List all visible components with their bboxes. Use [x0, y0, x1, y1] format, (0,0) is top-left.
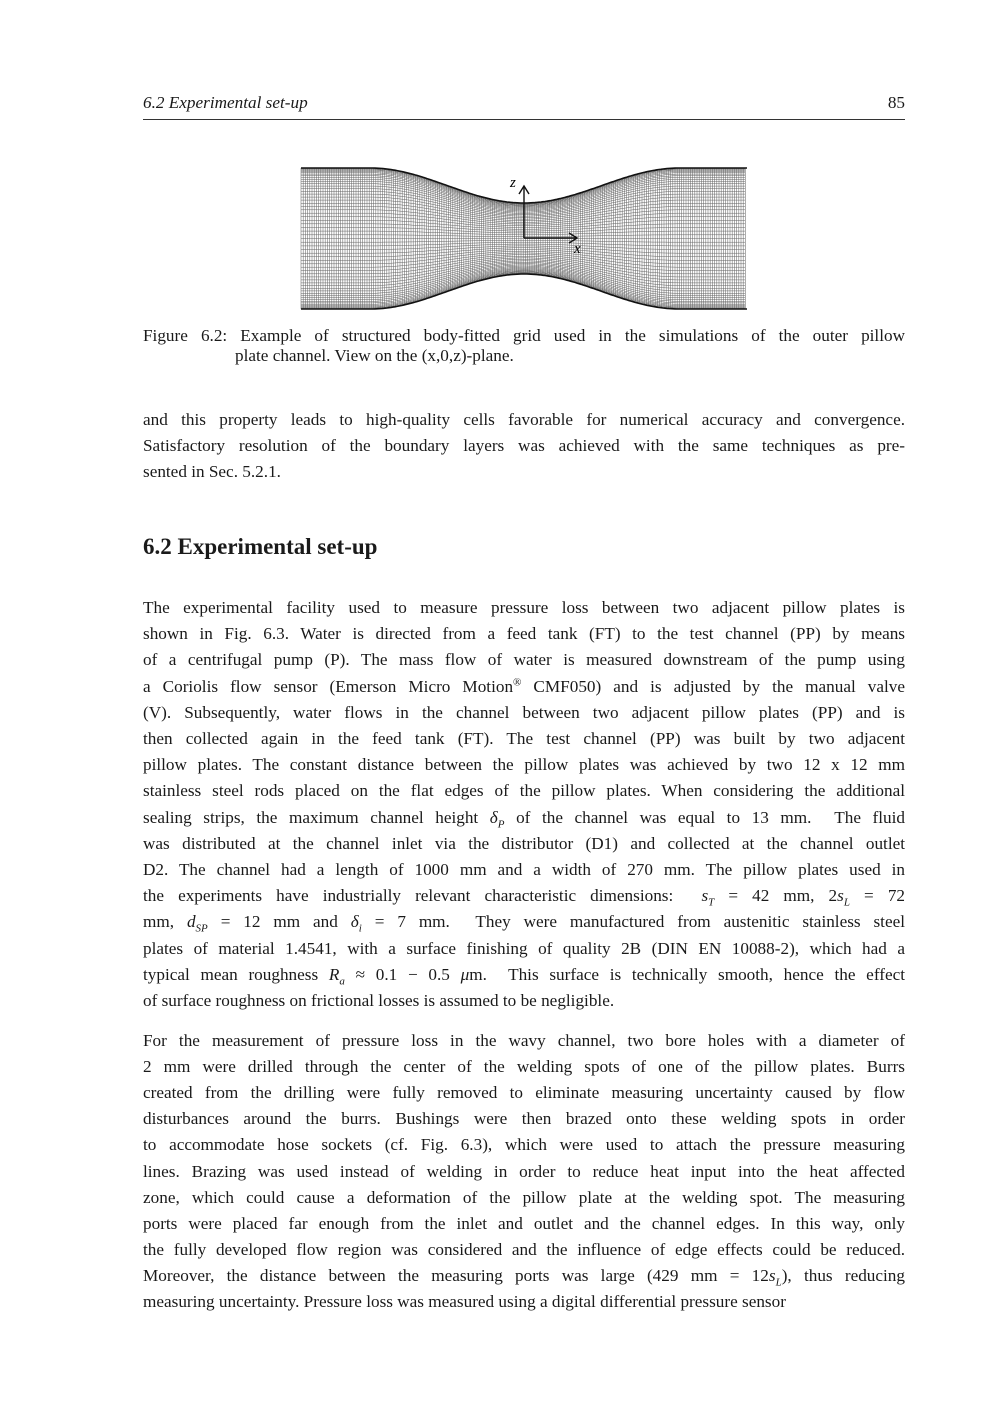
text-line: The experimental facility used to measure pressure loss between two adjacent pillow plates is	[143, 598, 905, 617]
page-number: 85	[887, 93, 905, 112]
text-segment: m. This surface is technically smooth, hence the effect	[469, 964, 905, 984]
text-line: and this property leads to high-quality cells favorable for numerical accuracy and convergence.	[143, 410, 905, 429]
section-heading: 6.2 Experimental set-up	[143, 534, 378, 559]
text-segment: L	[775, 1276, 782, 1289]
text-line: disturbances around the burrs. Bushings were then brazed onto these welding spots in order	[143, 1109, 905, 1129]
figure-caption	[143, 326, 905, 366]
text-segment: P	[497, 818, 505, 831]
text-line: created from the drilling were fully removed to eliminate measuring uncertainty caused by flow	[143, 1083, 905, 1103]
text-segment: SP	[195, 922, 208, 935]
text-segment: s	[768, 1265, 776, 1285]
text-segment: L	[843, 896, 850, 909]
text-segment: = 7 mm. They were manufactured from austenitic stainless steel	[361, 912, 905, 932]
text-segment: = 12 mm and	[207, 912, 351, 932]
text-segment: CMF050) and is adjusted by the manual valve	[521, 676, 905, 696]
text-segment: s	[701, 886, 709, 906]
text-line: zone, which could cause a deformation of the pillow plate at the welding spot. The measuring	[143, 1187, 905, 1207]
text-line	[143, 1265, 905, 1287]
text-line: (V). Subsequently, water flows in the channel between two adjacent pillow plates (PP) and is	[143, 702, 905, 722]
text-line: was distributed at the channel inlet via the distributor (D1) and collected at the channel outlet	[143, 833, 905, 853]
x-axis-label: x	[574, 241, 581, 257]
text-segment: R	[328, 964, 340, 984]
text-line: 2 mm were drilled through the center of the welding spots of one of the pillow plates. Burrs	[143, 1057, 905, 1077]
text-line: ports were placed far enough from the inlet and outlet and the channel edges. In this way, only	[143, 1213, 905, 1233]
z-axis-label: z	[510, 175, 516, 191]
text-segment: typical mean roughness	[143, 964, 329, 984]
text-line: sented in Sec. 5.2.1.	[143, 462, 281, 482]
text-line: the fully developed flow region was considered and the influence of edge effects could be reduced.	[143, 1239, 905, 1259]
text-segment: of the channel was equal to 13 mm. The fluid	[504, 807, 906, 827]
text-segment: sealing strips, the maximum channel height	[143, 807, 490, 827]
text-line: of a centrifugal pump (P). The mass flow of water is measured downstream of the pump using	[143, 650, 905, 670]
text-line: D2. The channel had a length of 1000 mm and a width of 270 mm. The pillow plates used in	[143, 860, 905, 879]
text-line: measuring uncertainty. Pressure loss was measured using a digital differential pressure sensor	[143, 1292, 786, 1311]
text-segment: = 42 mm, 2	[714, 886, 838, 906]
text-segment: δ	[350, 912, 359, 932]
text-line: of surface roughness on frictional losses is assumed to be negligible.	[143, 991, 615, 1010]
text-line	[143, 676, 905, 698]
text-line: to accommodate hose sockets (cf. Fig. 6.3), which were used to attach the pressure measuring	[143, 1135, 905, 1155]
grid-figure	[300, 166, 750, 312]
text-segment: a	[339, 975, 345, 988]
text-segment: δ	[489, 807, 498, 827]
text-segment: mm,	[143, 912, 187, 932]
text-segment: ≈ 0.1 − 0.5	[344, 964, 461, 984]
text-segment: the experiments have industrially relevant characteristic dimensions:	[143, 886, 702, 906]
text-segment: s	[837, 886, 844, 906]
text-line: Satisfactory resolution of the boundary layers was achieved with the same techniques as pre-	[143, 436, 905, 456]
text-segment: d	[186, 912, 196, 932]
text-line: shown in Fig. 6.3. Water is directed from a feed tank (FT) to the test channel (PP) by means	[143, 624, 905, 644]
text-line: lines. Brazing was used instead of welding in order to reduce heat input into the heat affected	[143, 1161, 905, 1181]
text-segment: i	[358, 922, 362, 935]
text-segment: μ	[460, 964, 470, 984]
text-line: pillow plates. The constant distance between the pillow plates was achieved by two 12 x 12 mm	[143, 755, 905, 775]
header-rule	[143, 119, 905, 120]
caption-line-1: Figure 6.2: Example of structured body-fitted grid used in the simulations of the outer pillow	[143, 326, 905, 345]
text-line	[143, 885, 905, 907]
text-segment: T	[708, 896, 715, 909]
text-segment: ®	[513, 675, 522, 688]
text-segment: = 72	[849, 886, 906, 906]
text-line	[143, 911, 905, 933]
text-line: plates of material 1.4541, with a surface finishing of quality 2B (DIN EN 10088-2), which had a	[143, 938, 905, 958]
mesh-horizontal-lines	[301, 168, 745, 309]
text-line	[143, 807, 905, 829]
text-segment: ), thus reducing	[781, 1265, 905, 1285]
lower-wall-boundary	[301, 274, 747, 309]
text-line: stainless steel rods placed on the flat edges of the pillow plates. When considering the additional	[143, 781, 905, 801]
running-header-title: 6.2 Experimental set-up	[143, 93, 308, 112]
text-line: then collected again in the feed tank (FT). The test channel (PP) was built by two adjacent	[143, 729, 905, 748]
text-line: For the measurement of pressure loss in the wavy channel, two bore holes with a diameter of	[143, 1031, 905, 1050]
caption-line-2: plate channel. View on the (x,0,z)-plane.	[235, 346, 514, 365]
text-segment: a Coriolis flow sensor (Emerson Micro Motion	[143, 676, 514, 696]
text-line	[143, 964, 905, 986]
text-segment: Moreover, the distance between the measuring ports was large (429 mm = 12	[143, 1265, 769, 1285]
